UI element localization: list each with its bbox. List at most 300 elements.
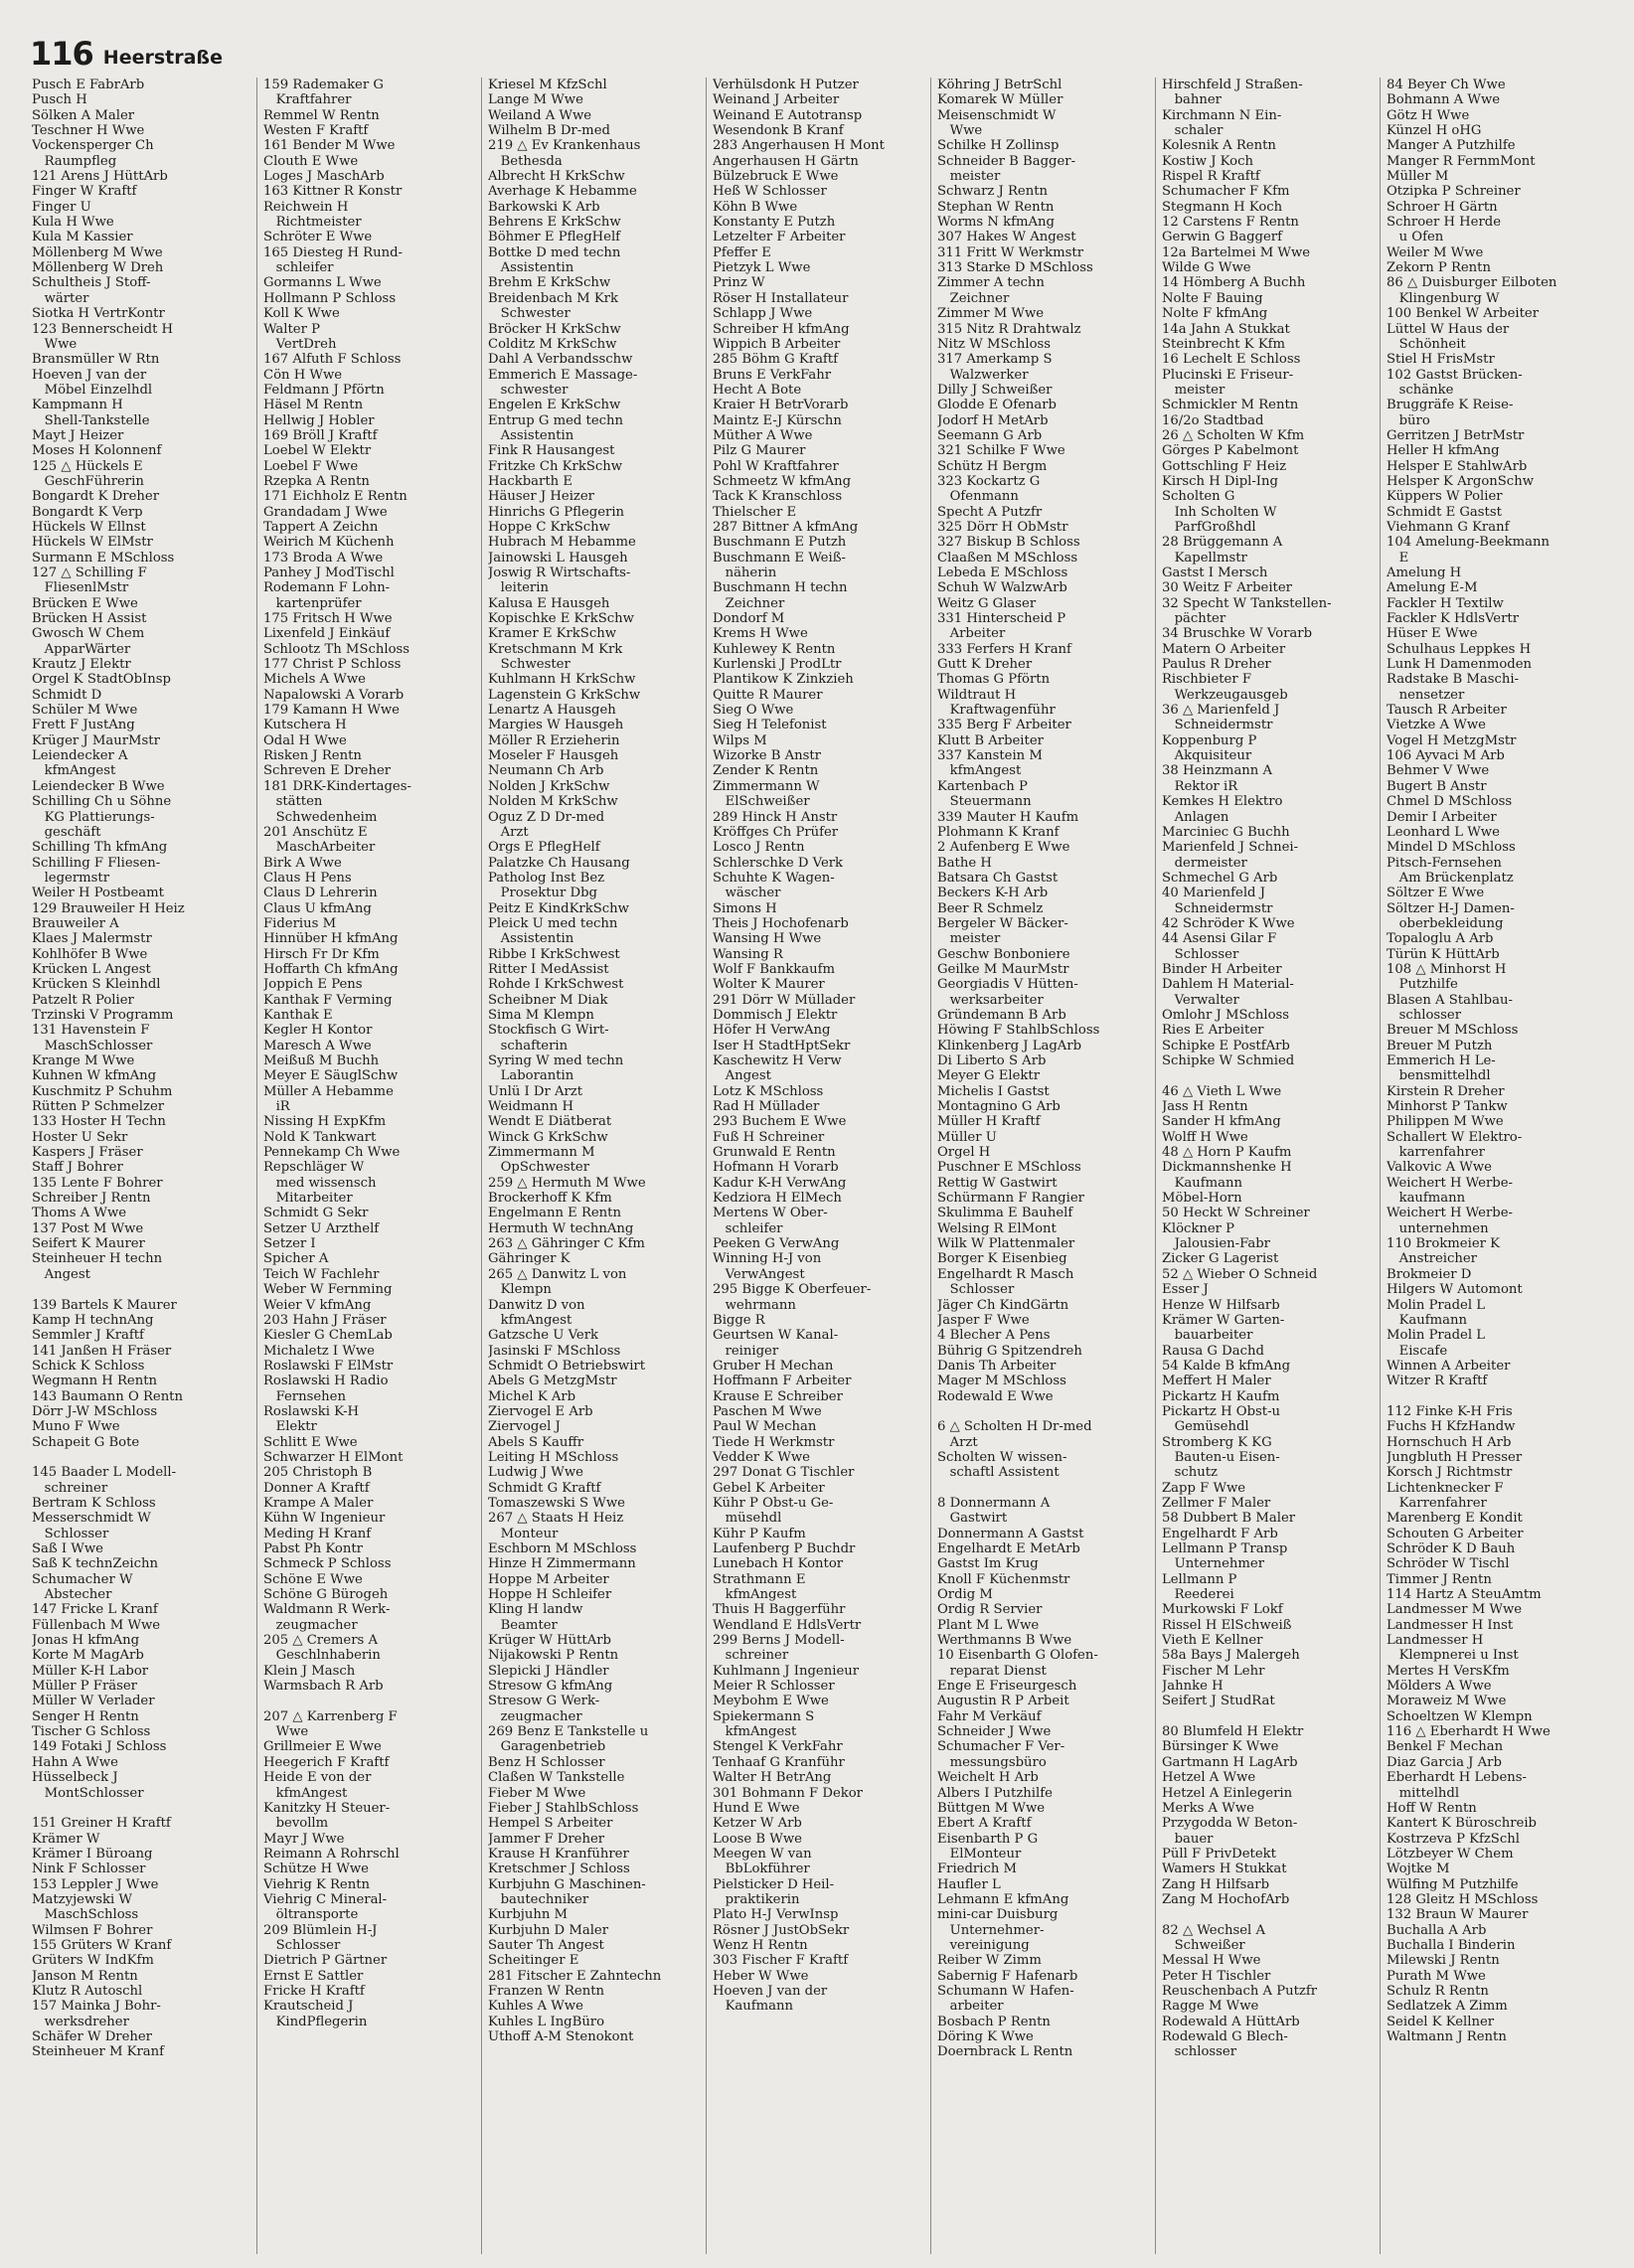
directory-entry-line: Stephan W Rentn (937, 199, 1055, 215)
directory-entry-line: Vockensperger Ch (32, 138, 154, 154)
directory-entry-line: Stegmann H Koch (1162, 199, 1283, 215)
directory-entry-line: Wilmsen F Bohrer (32, 1922, 153, 1938)
directory-entry-line: pächter (1162, 611, 1226, 627)
directory-entry-line: 149 Fotaki J Schloss (32, 1739, 167, 1755)
directory-entry-line: kfmAngest (32, 763, 116, 779)
directory-entry-line: GeschFührerin (32, 473, 144, 489)
directory-entry-line: Meier R Schlosser (713, 1679, 835, 1695)
directory-entry-line: Plantikow K Zinkzieh (713, 672, 854, 688)
directory-entry-line: Gastwirt (937, 1511, 1008, 1527)
directory-entry-line: Orgel K StadtObInsp (32, 672, 171, 688)
directory-entry-line: Cön H Wwe (263, 367, 343, 383)
directory-entry-line: Nitz W MSchloss (937, 336, 1052, 352)
directory-column-1 (32, 78, 256, 2254)
directory-entry-line: Hirsch Fr Dr Kfm (263, 946, 380, 962)
directory-entry-line: 34 Bruschke W Vorarb (1162, 626, 1313, 642)
directory-entry-line: Krautscheid J (263, 1999, 354, 2015)
directory-entry-line: Ribbe I KrkSchwest (488, 946, 620, 962)
directory-entry-line: Schilling Ch u Söhne (32, 794, 172, 810)
directory-entry-line: Gründemann B Arb (937, 1007, 1066, 1023)
directory-entry-line: Doernbrack L Rentn (937, 2044, 1073, 2060)
directory-entry-line: Weinand E Autotransp (713, 107, 863, 123)
directory-entry-line: bauer (1162, 1831, 1214, 1847)
directory-entry-line: Schneider J Wwe (937, 1724, 1052, 1740)
directory-entry-line: Pennekamp Ch Wwe (263, 1145, 401, 1161)
directory-entry-line: Kula H Wwe (32, 215, 114, 231)
directory-entry-line: Helsper K ArgonSchw (1387, 473, 1534, 489)
directory-entry-line: Görges P Kabelmont (1162, 443, 1299, 459)
directory-entry-line: Kuhlmann J Ingenieur (713, 1663, 860, 1679)
directory-entry-line: Verhülsdonk H Putzer (713, 78, 859, 92)
directory-entry-line: 12 Carstens F Rentn (1162, 215, 1299, 231)
directory-entry-line: med wissensch (263, 1175, 377, 1191)
directory-entry-line: Mertens W Ober- (713, 1206, 828, 1221)
directory-entry-line: Schneider B Bagger- (937, 153, 1076, 169)
directory-entry-line: Dörr J-W MSchloss (32, 1403, 158, 1419)
directory-entry-line: Rischbieter F (1162, 672, 1252, 688)
directory-entry-line: 123 Bennerscheidt H (32, 321, 174, 337)
directory-entry-line: Schumacher F Kfm (1162, 184, 1290, 200)
directory-entry-line: 48 △ Horn P Kaufm (1162, 1145, 1292, 1161)
directory-entry-line: Lixenfeld J Einkäuf (263, 626, 391, 642)
directory-entry-line: Kantert K Büroschreib (1387, 1816, 1537, 1832)
directory-entry-line: Konstanty E Putzh (713, 215, 836, 231)
directory-entry-line: Laufenberg P Buchdr (713, 1541, 856, 1556)
directory-entry-line: Schmechel G Arb (1162, 870, 1278, 886)
directory-entry-line: schaler (1162, 123, 1224, 139)
directory-entry-line: Plant M L Wwe (937, 1617, 1040, 1633)
directory-entry-line: Thomas G Pförtn (937, 672, 1051, 688)
directory-entry-line: Saß K technZeichn (32, 1556, 158, 1572)
directory-entry-line: Hackbarth E (488, 473, 572, 489)
directory-entry-line: Schouten G Arbeiter (1387, 1526, 1524, 1541)
directory-entry-line (1162, 1907, 1376, 1922)
directory-entry-line: Zapp F Wwe (1162, 1480, 1246, 1496)
directory-entry-line: Fieber M Wwe (488, 1785, 586, 1801)
page-number: 116 (30, 35, 93, 73)
directory-entry-line: Bathe H (937, 855, 992, 871)
directory-entry-line: Hirschfeld J Straßen- (1162, 78, 1303, 92)
directory-entry-line: Ordig R Servier (937, 1602, 1043, 1618)
directory-entry-line: bautechniker (488, 1891, 589, 1907)
directory-entry-line: Marciniec G Buchh (1162, 824, 1290, 840)
directory-entry-line: 155 Grüters W Kranf (32, 1937, 172, 1953)
directory-entry-line: Beamter (488, 1617, 558, 1633)
directory-entry-line: Hoff W Rentn (1387, 1800, 1477, 1816)
directory-entry-line: Sauter Th Angest (488, 1937, 604, 1953)
directory-entry-line: Klaes J Malermstr (32, 931, 152, 947)
directory-entry-line: Pleick U med techn (488, 915, 618, 931)
directory-entry-line: 128 Gleitz H MSchloss (1387, 1891, 1539, 1907)
directory-entry-line: Skulimma E Bauhelf (937, 1206, 1073, 1221)
directory-entry-line: schwester (488, 382, 569, 398)
directory-entry-line: bevollm (263, 1816, 329, 1832)
directory-entry-line: Donner A Kraftf (263, 1480, 370, 1496)
directory-entry-line: Leiendecker B Wwe (32, 778, 165, 794)
directory-entry-line: Weirich M Küchenh (263, 535, 395, 551)
directory-entry-line: Rohde I KrkSchwest (488, 977, 624, 993)
directory-entry-line: Kaschewitz H Verw (713, 1053, 842, 1068)
directory-entry-line: bensmittelhdl (1387, 1068, 1491, 1084)
directory-entry-line: Lenartz A Hausgeh (488, 703, 616, 719)
directory-entry-line: Murkowski F Lokf (1162, 1602, 1283, 1618)
directory-entry-line: Batsara Ch Gastst (937, 870, 1059, 886)
directory-entry-line: Möller R Erzieherin (488, 732, 620, 748)
directory-entry-line: Walter P (263, 321, 320, 337)
directory-entry-line: Lebeda E MSchloss (937, 566, 1068, 580)
directory-entry-line: Staff J Bohrer (32, 1160, 123, 1176)
directory-entry-line: Laborantin (488, 1068, 574, 1084)
directory-entry-line: Timmer J Rentn (1387, 1571, 1492, 1587)
directory-entry-line: 303 Fischer F Kraftf (713, 1953, 849, 1969)
directory-entry-line: Moraweiz M Wwe (1387, 1694, 1507, 1709)
directory-entry-line: Wesendonk B Kranf (713, 123, 844, 139)
directory-entry-line: Schweißer (1162, 1937, 1245, 1953)
directory-entry-line: Bransmüller W Rtn (32, 352, 160, 368)
directory-entry-line: 171 Eichholz E Rentn (263, 489, 408, 505)
directory-entry-line: 12a Bartelmei M Wwe (1162, 244, 1311, 260)
directory-entry-line: Prosektur Dbg (488, 886, 598, 901)
directory-entry-line: Jasinski F MSchloss (488, 1343, 621, 1359)
directory-entry-line: Kula M Kassier (32, 230, 133, 245)
directory-entry-line: Syring W med techn (488, 1053, 624, 1068)
directory-entry-line: 161 Bender M Wwe (263, 138, 396, 154)
directory-entry-line: Mertes H VersKfm (1387, 1663, 1510, 1679)
directory-entry-line: Lehmann E kfmAng (937, 1891, 1069, 1907)
directory-entry-line: 46 △ Vieth L Wwe (1162, 1083, 1282, 1099)
directory-entry-line: Zicker G Lagerist (1162, 1251, 1279, 1267)
directory-entry-line: Schönheit (1387, 336, 1466, 352)
directory-entry-line: Ziervogel J (488, 1419, 561, 1435)
directory-entry-line: Averhage K Hebamme (488, 184, 637, 200)
directory-entry-line: Claus D Lehrerin (263, 886, 378, 901)
directory-entry-line: 125 △ Hückels E (32, 458, 143, 474)
directory-entry-line: wärter (32, 290, 89, 306)
directory-entry-line: Gastst I Mersch (1162, 566, 1268, 580)
directory-entry-line: Müller K-H Labor (32, 1663, 149, 1679)
directory-entry-line: Heß W Schlosser (713, 184, 827, 200)
directory-entry-line: Fieber J StahlbSchloss (488, 1800, 639, 1816)
directory-entry-line: Gerritzen J BetrMstr (1387, 427, 1525, 443)
directory-entry-line: Weidmann H (488, 1099, 573, 1115)
directory-entry-line: Zimmer M Wwe (937, 306, 1045, 322)
directory-entry-line: Pusch H (32, 92, 87, 108)
directory-entry-line: Fiderius M (263, 915, 337, 931)
directory-entry-line: Schneidermstr (1162, 718, 1273, 733)
directory-entry-line: Behrens E KrkSchw (488, 215, 621, 231)
directory-entry-line: Rösner J JustObSekr (713, 1922, 850, 1938)
directory-entry-line: kfmAngest (713, 1724, 797, 1740)
directory-entry-line: Angest (713, 1068, 771, 1084)
directory-entry-line: Hüser E Wwe (1387, 626, 1478, 642)
directory-entry-line: Schuhte K Wagen- (713, 870, 835, 886)
directory-entry-line: MaschSchlosser (32, 1038, 153, 1053)
directory-entry-line: Behmer V Wwe (1387, 763, 1490, 779)
directory-entry-line: 8 Donnermann A (937, 1495, 1051, 1511)
directory-entry-line: kfmAngest (263, 1785, 348, 1801)
directory-entry-line: Purath M Wwe (1387, 1968, 1486, 1984)
directory-entry-line: Engelen E KrkSchw (488, 398, 621, 413)
directory-entry-line: Breuer M Putzh (1387, 1038, 1493, 1053)
directory-entry-line: Kurbjuhn G Maschinen- (488, 1876, 646, 1892)
directory-entry-line: Schlosser (32, 1526, 109, 1541)
directory-entry-line: Gemüsehdl (1162, 1419, 1249, 1435)
directory-entry-line: 299 Berns J Modell- (713, 1633, 845, 1649)
directory-entry-line: Götz H Wwe (1387, 107, 1470, 123)
directory-entry-line: Hückels W Ellnst (32, 519, 146, 535)
directory-entry-line: Patholog Inst Bez (488, 870, 605, 886)
directory-entry-line: Krüger J MaurMstr (32, 732, 160, 748)
directory-entry-line: 58 Dubbert B Maler (1162, 1511, 1296, 1527)
directory-entry-line: Schwester (488, 657, 571, 673)
directory-entry-line: Welsing R ElMont (937, 1220, 1057, 1236)
directory-entry-line: 289 Hinck H Anstr (713, 809, 838, 825)
directory-entry-line: Gottschling F Heiz (1162, 458, 1287, 474)
directory-entry-line: MaschSchloss (32, 1907, 139, 1923)
directory-entry-line: Kaspers J Fräser (32, 1145, 143, 1161)
directory-entry-line: 40 Marienfeld J (1162, 886, 1265, 901)
directory-entry-line: Dahl A Verbandsschw (488, 352, 633, 368)
directory-entry-line: Fackler H Textilw (1387, 595, 1504, 611)
directory-entry-line: Wansing H Wwe (713, 931, 822, 947)
directory-entry-line: BbLokführer (713, 1862, 810, 1877)
directory-entry-line: Tappert A Zeichn (263, 519, 379, 535)
directory-entry-line: Weichert H Werbe- (1387, 1175, 1513, 1191)
directory-entry-line: 139 Bartels K Maurer (32, 1297, 177, 1313)
directory-entry-line: Benkel F Mechan (1387, 1739, 1504, 1755)
directory-entry-line: Klinkenberg J LagArb (937, 1038, 1082, 1053)
directory-entry-line: Dommisch J Elektr (713, 1007, 838, 1023)
directory-entry-line: leiterin (488, 580, 549, 596)
directory-entry-line: Claus H Pens (263, 870, 352, 886)
directory-entry-line: Tomaszewski S Wwe (488, 1495, 625, 1511)
directory-entry-line: Gebel K Arbeiter (713, 1480, 825, 1496)
directory-entry-line: Klingenburg W (1387, 290, 1500, 306)
directory-entry-line: Meyer E SäuglSchw (263, 1068, 399, 1084)
directory-entry-line: Assistentin (488, 931, 574, 947)
directory-entry-line: näherin (713, 566, 777, 580)
directory-entry-line: Spicher A (263, 1251, 329, 1267)
directory-entry-line: 321 Schilke F Wwe (937, 443, 1065, 459)
directory-entry-line: Sieg O Wwe (713, 703, 794, 719)
directory-entry-line: Am Brückenplatz (1387, 870, 1514, 886)
directory-entry-line: Wendt E Diätberat (488, 1114, 612, 1130)
directory-entry-line: Wolter K Maurer (713, 977, 825, 993)
directory-entry-line: nensetzer (1387, 687, 1465, 703)
directory-entry-line: Leiendecker A (32, 748, 128, 764)
directory-entry-line: Hüsselbeck J (32, 1770, 118, 1786)
directory-entry-line: Michaletz I Wwe (263, 1343, 375, 1359)
directory-entry-line: 104 Amelung-Beekmann (1387, 535, 1550, 551)
directory-entry-line: Zeichner (713, 595, 785, 611)
directory-entry-line: Hinrichs G Pflegerin (488, 504, 625, 520)
directory-entry-line: Zimmermann W (713, 778, 820, 794)
directory-entry-line: u Öfen (1387, 230, 1444, 245)
directory-entry-line: Schlosser (1162, 946, 1239, 962)
directory-entry-line: stätten (263, 794, 323, 810)
directory-entry-line: Ketzer W Arb (713, 1816, 802, 1832)
directory-entry-line: 121 Arens J HüttArb (32, 169, 168, 185)
directory-entry-line: Scheibner M Diak (488, 992, 608, 1008)
directory-entry-line: Loebel W Elektr (263, 443, 372, 459)
directory-entry-line: Köhn B Wwe (713, 199, 798, 215)
directory-entry-line: Eisenbarth P G (937, 1831, 1039, 1847)
directory-entry-line: Garagenbetrieb (488, 1739, 606, 1755)
directory-entry-line: Amelung E-M (1387, 580, 1478, 596)
directory-entry-line: Richtmeister (263, 215, 362, 231)
directory-entry-line: Setzer I (263, 1236, 316, 1252)
directory-entry-line: Schwedenheim (263, 809, 378, 825)
directory-entry-line: Teschner H Wwe (32, 123, 145, 139)
directory-entry-line: Krampe A Maler (263, 1495, 374, 1511)
directory-entry-line: Schlootz Th MSchloss (263, 641, 410, 657)
directory-entry-line: Kraftfahrer (263, 92, 352, 108)
directory-entry-line: Fuß H Schreiner (713, 1129, 825, 1145)
directory-entry-line: Rad H Müllader (713, 1099, 820, 1115)
directory-entry-line: Zellmer F Maler (1162, 1495, 1271, 1511)
directory-entry-line: Buschmann E Weiß- (713, 550, 846, 566)
directory-entry-line: Schmidt G Sekr (263, 1206, 369, 1221)
directory-entry-line: Spiekermann S (713, 1708, 815, 1724)
directory-entry-line: Kling H landw (488, 1602, 583, 1618)
directory-entry-line: Zekorn P Rentn (1387, 260, 1491, 276)
directory-entry-line: Viehrig K Rentn (263, 1876, 371, 1892)
directory-entry-line: Franzen W Rentn (488, 1983, 605, 1999)
directory-entry-line: 145 Baader L Modell- (32, 1465, 177, 1481)
directory-entry-line: Napalowski A Vorarb (263, 687, 405, 703)
directory-entry-line: meister (1162, 382, 1226, 398)
directory-entry-line: Lunebach H Kontor (713, 1556, 844, 1572)
directory-entry-line: Odal H Wwe (263, 732, 347, 748)
directory-entry-line: Michel K Arb (488, 1388, 576, 1404)
directory-entry-line: Schumacher W (32, 1571, 133, 1587)
directory-entry-line: Reuschenbach A Putzfr (1162, 1983, 1318, 1999)
directory-entry-line: Dietrich P Gärtner (263, 1953, 388, 1969)
directory-entry-line: schleifer (263, 260, 334, 276)
directory-entry-line: 201 Anschütz E (263, 824, 368, 840)
directory-entry-line: Schallert W Elektro- (1387, 1129, 1523, 1145)
directory-entry-line: Stresow G Werk- (488, 1694, 600, 1709)
directory-entry-line: Tenhaaf G Kranführ (713, 1754, 845, 1770)
directory-entry-line: Hilgers W Automont (1387, 1282, 1523, 1298)
directory-entry-line: Kretschmann M Krk (488, 641, 623, 657)
directory-entry-line: Kolesnik A Rentn (1162, 138, 1276, 154)
directory-entry-line (263, 1694, 477, 1708)
directory-entry-line: Sölken A Maler (32, 107, 135, 123)
directory-entry-line: Lotz K MSchloss (713, 1083, 824, 1099)
directory-entry-line: Jainowski L Hausgeh (488, 550, 628, 566)
directory-entry-line: bauarbeiter (1162, 1328, 1253, 1344)
directory-entry-line: Tischer G Schloss (32, 1724, 151, 1740)
directory-column-2 (256, 78, 481, 2254)
directory-entry-line: Joswig R Wirtschafts- (488, 566, 631, 580)
directory-entry-line: Meffert H Maler (1162, 1374, 1271, 1389)
directory-entry-line: Grillmeier E Wwe (263, 1739, 382, 1755)
directory-entry-line: Glodde E Ofenarb (937, 398, 1057, 413)
directory-entry-line: 135 Lente F Bohrer (32, 1175, 163, 1191)
directory-entry-line: Pickartz H Obst-u (1162, 1403, 1281, 1419)
directory-entry-line: Koll K Wwe (263, 306, 340, 322)
directory-entry-line: 179 Kamann H Wwe (263, 703, 400, 719)
directory-entry-line: Abstecher (32, 1587, 112, 1603)
directory-entry-line: Arzt (488, 824, 529, 840)
directory-entry-line: schänke (1387, 382, 1454, 398)
directory-entry-line: Helsper E StahlwArb (1387, 458, 1528, 474)
directory-entry-line: Dickmannshenke H (1162, 1160, 1292, 1176)
directory-entry-line: Zimmermann M (488, 1145, 595, 1161)
directory-entry-line: Müller W Verlader (32, 1694, 155, 1709)
directory-entry-line: 14 Hömberg A Buchh (1162, 275, 1306, 291)
directory-entry-line: Radstake B Maschi- (1387, 672, 1520, 688)
directory-entry-line: öltransporte (263, 1907, 359, 1923)
directory-entry-line: Winnen A Arbeiter (1387, 1358, 1511, 1374)
directory-entry-line: Nolden M KrkSchw (488, 794, 618, 810)
directory-entry-line: Arzt (937, 1434, 978, 1450)
directory-entry-line: Bergeler W Bäcker- (937, 915, 1068, 931)
directory-entry-line: 291 Dörr W Müllader (713, 992, 856, 1008)
directory-entry-line: Gwosch W Chem (32, 626, 145, 642)
directory-entry-line: Saß I Wwe (32, 1541, 103, 1556)
directory-entry-line: Wansing R (713, 946, 783, 962)
directory-entry-line: Landmesser M Wwe (1387, 1602, 1523, 1618)
directory-entry-line: Esser J (1162, 1282, 1209, 1298)
directory-entry-line: Mayt J Heizer (32, 427, 124, 443)
directory-entry-line: 313 Starke D MSchloss (937, 260, 1093, 276)
directory-entry-line: zeugmacher (488, 1708, 582, 1724)
directory-entry-line: Rektor iR (1162, 778, 1238, 794)
directory-entry-line: 80 Blumfeld H Elektr (1162, 1724, 1304, 1740)
directory-entry-line: Häuser J Heizer (488, 489, 594, 505)
directory-entry-line: Kemkes H Elektro (1162, 794, 1283, 810)
directory-entry-line: Buschmann H techn (713, 580, 848, 596)
directory-entry-line: Schilling Th kfmAng (32, 840, 168, 856)
directory-entry-line: Unternehmer (1162, 1556, 1264, 1572)
directory-entry-line: Rütten P Schmelzer (32, 1099, 165, 1115)
directory-entry-line: Stiel H FrisMstr (1387, 352, 1495, 368)
directory-entry-line: 52 △ Wieber O Schneid (1162, 1266, 1318, 1282)
directory-entry-line: Kapellmstr (1162, 550, 1247, 566)
directory-entry-line: Fritzke Ch KrkSchw (488, 458, 623, 474)
directory-entry-line: Krange M Wwe (32, 1053, 135, 1068)
directory-entry-line: Pohl W Kraftfahrer (713, 458, 839, 474)
directory-entry-line: Walter H BetrAng (713, 1770, 832, 1786)
directory-entry-line: 323 Kockartz G (937, 473, 1041, 489)
directory-entry-line: 301 Bohmann F Dekor (713, 1785, 863, 1801)
directory-entry-line: zeugmacher (263, 1617, 358, 1633)
directory-entry-line: 203 Hahn J Fräser (263, 1312, 387, 1328)
directory-entry-line: Simons H (713, 900, 777, 916)
directory-entry-line: Finger W Kraftf (32, 184, 137, 200)
directory-entry-line: Lichtenknecker F (1387, 1480, 1504, 1496)
directory-entry-line: 173 Broda A Wwe (263, 550, 384, 566)
directory-entry-line: Mager M MSchloss (937, 1374, 1066, 1389)
directory-entry-line: 4 Blecher A Pens (937, 1328, 1051, 1344)
directory-entry-line: Seifert J StudRat (1162, 1694, 1275, 1709)
directory-entry-line: Röser H Installateur (713, 290, 849, 306)
directory-entry-line: Höwing F StahlbSchloss (937, 1023, 1100, 1039)
directory-entry-line: Dilly J Schweißer (937, 382, 1053, 398)
directory-entry-line: Jasper F Wwe (937, 1312, 1030, 1328)
directory-entry-line: Donnermann A Gastst (937, 1526, 1084, 1541)
directory-entry-line: Scholten G (1162, 489, 1235, 505)
directory-entry-line: Jäger Ch KindGärtn (937, 1297, 1069, 1313)
directory-entry-line: messungsbüro (937, 1754, 1047, 1770)
directory-entry-line: Weiler M Wwe (1387, 244, 1484, 260)
directory-entry-line: Kanitzky H Steuer- (263, 1800, 391, 1816)
directory-entry-line: Philippen M Wwe (1387, 1114, 1504, 1130)
directory-entry-line: Schlosser (263, 1937, 341, 1953)
directory-entry-line: 153 Leppler J Wwe (32, 1876, 159, 1892)
